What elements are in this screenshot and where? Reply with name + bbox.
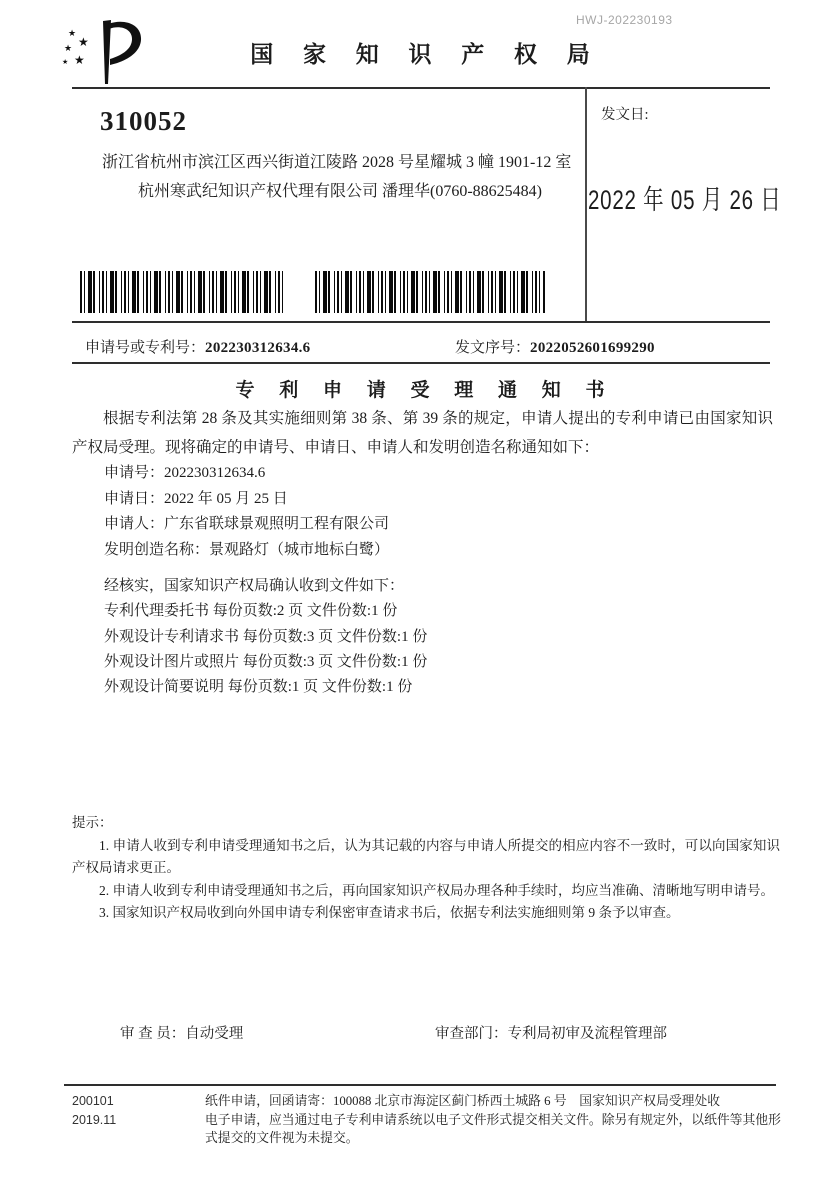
svg-text:★: ★ (78, 35, 89, 49)
svg-text:★: ★ (62, 58, 69, 66)
rule-top (72, 87, 770, 89)
svg-text:★: ★ (68, 28, 77, 38)
footer-form-codes (72, 1092, 116, 1129)
examiner-label: 审 查 员： (120, 1026, 186, 1042)
issue-date-label: 发文日: (601, 107, 649, 123)
agency-title: 国 家 知 识 产 权 局 (250, 42, 602, 67)
notice-intro-paragraph: 根据专利法第 28 条及其实施细则第 38 条、第 39 条的规定，申请人提出的专利申请已由国家知识产权局受理。现将确定的申请号、申请日、申请人和发明创造名称通知如下： (72, 410, 773, 456)
issue-date-value: 2022 年 05 月 26 日 (588, 185, 782, 215)
field-design-name: 发明创造名称：景观路灯（城市地标白鹭） (104, 541, 390, 558)
svg-text:★: ★ (74, 53, 85, 67)
field-application-number: 申请号：202230312634.6 (104, 465, 266, 481)
field-filing-date: 申请日：2022 年 05 月 25 日 (104, 490, 288, 507)
recipient-agency: 杭州寒武纪知识产权代理有限公司 潘理华(0760-88625484) (138, 183, 542, 200)
received-confirm-line: 经核实，国家知识产权局确认收到文件如下： (104, 578, 405, 594)
document-ref-code: HWJ-202230193 (576, 13, 673, 27)
barcode-application (80, 271, 285, 313)
rule-middle (72, 321, 770, 323)
rule-footer (64, 1084, 776, 1086)
svg-text:★: ★ (64, 43, 73, 53)
department-label: 审查部门： (435, 1026, 508, 1042)
serial-number-value: 2022052601699290 (530, 340, 655, 356)
serial-number-row (455, 336, 655, 357)
recipient-postcode: 310052 (100, 106, 187, 136)
received-doc-item: 外观设计图片或照片 每份页数:3 页 文件份数:1 份 (104, 653, 428, 670)
footer-e-filing-line: 电子申请，应当通过电子专利申请系统以电子文件形式提交相关文件。除另有规定外，以纸件等其他形式提交的文件视为未提交。 (205, 1112, 781, 1145)
application-fields-list (104, 461, 389, 563)
application-number-value: 202230312634.6 (205, 340, 311, 356)
department-row (435, 1022, 667, 1043)
received-doc-item: 专利代理委托书 每份页数:2 页 文件份数:1 份 (104, 603, 398, 620)
barcode-serial (315, 271, 545, 313)
rule-under-numbers (72, 362, 770, 364)
tip-item-1: 1. 申请人收到专利申请受理通知书之后，认为其记载的内容与申请人所提交的相应内容不一致时，可以向国家知识产权局请求更正。 (72, 837, 780, 875)
issue-box-divider (585, 87, 587, 323)
application-number-row (85, 336, 310, 357)
examiner-value: 自动受理 (185, 1026, 244, 1042)
footer-paper-filing-line: 纸件申请，回函请寄：100088 北京市海淀区蓟门桥西土城路 6 号 国家知识产权局受理处收 (205, 1094, 721, 1108)
serial-number-label: 发文序号： (455, 340, 531, 356)
footer-code-2: 2019.11 (72, 1112, 117, 1127)
received-doc-item: 外观设计简要说明 每份页数:1 页 文件份数:1 份 (104, 679, 413, 696)
tip-item-2: 2. 申请人收到专利申请受理通知书之后，再向国家知识产权局办理各种手续时，均应当准确、清晰地写明申请号。 (99, 882, 774, 898)
tips-label: 提示： (72, 815, 113, 830)
application-number-label: 申请号或专利号： (85, 340, 206, 356)
department-value: 专利局初审及流程管理部 (507, 1026, 667, 1042)
recipient-address: 浙江省杭州市滨江区西兴街道江陵路 2028 号星耀城 3 幢 1901-12 室 (102, 154, 572, 171)
footer-code-1: 200101 (72, 1094, 114, 1108)
examiner-row (120, 1022, 243, 1043)
footer-instructions (205, 1092, 783, 1148)
notice-title: 专 利 申 请 受 理 通 知 书 (235, 380, 615, 401)
tips-section (72, 812, 780, 925)
received-doc-item: 外观设计专利请求书 每份页数:3 页 文件份数:1 份 (104, 628, 428, 645)
tip-item-3: 3. 国家知识产权局收到向外国申请专利保密审查请求书后，依据专利法实施细则第 9 条予以审查。 (99, 905, 680, 920)
field-applicant: 申请人：广东省联球景观照明工程有限公司 (104, 516, 390, 532)
received-documents-list (104, 574, 427, 700)
